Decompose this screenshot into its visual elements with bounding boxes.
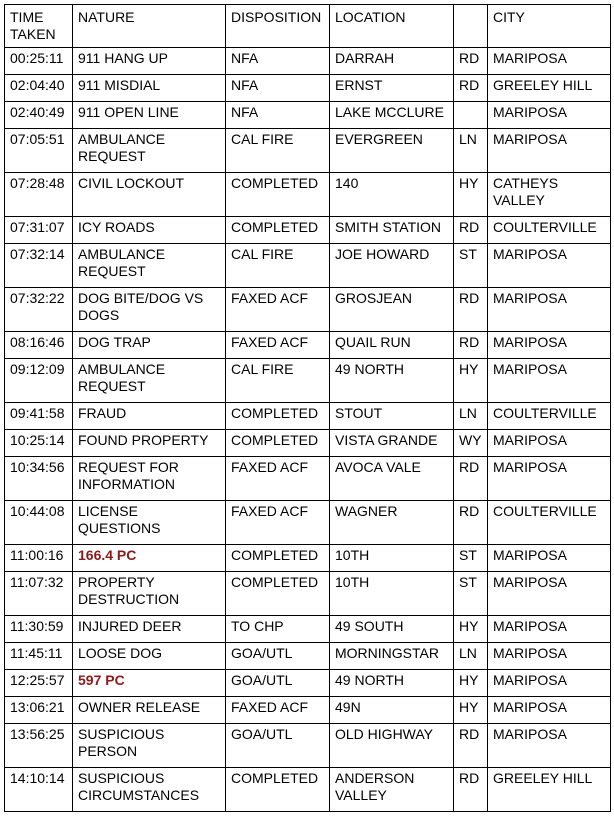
cell-nature: REQUEST FOR INFORMATION	[73, 457, 226, 501]
cell-suffix: LN	[454, 643, 488, 670]
cell-time: 09:12:09	[5, 359, 73, 403]
table-row	[5, 616, 611, 643]
cell-suffix: ST	[454, 545, 488, 572]
cell-disposition: TO CHP	[226, 616, 330, 643]
cell-city: COULTERVILLE	[488, 403, 611, 430]
cell-disposition: COMPLETED	[226, 173, 330, 217]
cell-time: 13:06:21	[5, 697, 73, 724]
cell-disposition: NFA	[226, 48, 330, 75]
cell-nature: LICENSE QUESTIONS	[73, 501, 226, 545]
cell-time: 14:10:14	[5, 768, 73, 812]
cell-time: 10:34:56	[5, 457, 73, 501]
table-row	[5, 643, 611, 670]
cell-nature: SUSPICIOUS PERSON	[73, 724, 226, 768]
table-row	[5, 572, 611, 616]
cell-disposition: CAL FIRE	[226, 129, 330, 173]
cell-disposition: FAXED ACF	[226, 501, 330, 545]
cell-time: 10:44:08	[5, 501, 73, 545]
cell-suffix: WY	[454, 430, 488, 457]
table-row	[5, 670, 611, 697]
cell-disposition: FAXED ACF	[226, 288, 330, 332]
cell-location: SMITH STATION	[330, 217, 454, 244]
cell-time: 02:04:40	[5, 75, 73, 102]
cell-nature: 597 PC	[73, 670, 226, 697]
cell-disposition: NFA	[226, 102, 330, 129]
cell-time: 00:25:11	[5, 48, 73, 75]
cell-location: 10TH	[330, 572, 454, 616]
cell-suffix: RD	[454, 768, 488, 812]
table-row	[5, 48, 611, 75]
table-row	[5, 102, 611, 129]
cell-disposition: GOA/UTL	[226, 643, 330, 670]
cell-location: AVOCA VALE	[330, 457, 454, 501]
cell-city: COULTERVILLE	[488, 217, 611, 244]
cell-location: 49N	[330, 697, 454, 724]
cell-time: 11:07:32	[5, 572, 73, 616]
cell-city: MARIPOSA	[488, 244, 611, 288]
table-row	[5, 288, 611, 332]
cell-disposition: COMPLETED	[226, 403, 330, 430]
cell-time: 07:05:51	[5, 129, 73, 173]
cell-city: MARIPOSA	[488, 670, 611, 697]
cell-suffix: LN	[454, 129, 488, 173]
cell-time: 07:32:22	[5, 288, 73, 332]
cell-nature: DOG TRAP	[73, 332, 226, 359]
cell-disposition: COMPLETED	[226, 545, 330, 572]
cell-nature: DOG BITE/DOG VS DOGS	[73, 288, 226, 332]
cell-disposition: FAXED ACF	[226, 332, 330, 359]
cell-time: 02:40:49	[5, 102, 73, 129]
table-row	[5, 403, 611, 430]
cell-time: 07:31:07	[5, 217, 73, 244]
cell-location: QUAIL RUN	[330, 332, 454, 359]
table-row	[5, 501, 611, 545]
header-time-taken: TIME TAKEN	[5, 5, 73, 48]
cell-suffix: HY	[454, 616, 488, 643]
cell-suffix: RD	[454, 457, 488, 501]
cell-suffix: HY	[454, 359, 488, 403]
cell-location: 49 SOUTH	[330, 616, 454, 643]
cell-city: MARIPOSA	[488, 288, 611, 332]
cell-suffix: RD	[454, 724, 488, 768]
cell-city: MARIPOSA	[488, 643, 611, 670]
cell-location: 10TH	[330, 545, 454, 572]
cell-suffix: HY	[454, 173, 488, 217]
cell-location: JOE HOWARD	[330, 244, 454, 288]
cell-nature: FOUND PROPERTY	[73, 430, 226, 457]
cell-location: EVERGREEN	[330, 129, 454, 173]
header-suffix	[454, 5, 488, 48]
cell-city: MARIPOSA	[488, 616, 611, 643]
cell-location: ERNST	[330, 75, 454, 102]
cell-city: MARIPOSA	[488, 545, 611, 572]
cell-location: OLD HIGHWAY	[330, 724, 454, 768]
table-row	[5, 724, 611, 768]
cell-city: MARIPOSA	[488, 697, 611, 724]
cell-city: MARIPOSA	[488, 359, 611, 403]
cell-disposition: NFA	[226, 75, 330, 102]
table-row	[5, 332, 611, 359]
cell-suffix: HY	[454, 697, 488, 724]
cell-location: MORNINGSTAR	[330, 643, 454, 670]
cell-nature: AMBULANCE REQUEST	[73, 244, 226, 288]
cell-nature: 911 OPEN LINE	[73, 102, 226, 129]
cell-location: DARRAH	[330, 48, 454, 75]
table-row	[5, 768, 611, 812]
cell-suffix: RD	[454, 288, 488, 332]
cell-disposition: COMPLETED	[226, 768, 330, 812]
cell-suffix: ST	[454, 244, 488, 288]
cell-time: 13:56:25	[5, 724, 73, 768]
call-log-table	[4, 4, 611, 812]
cell-nature: INJURED DEER	[73, 616, 226, 643]
cell-time: 11:30:59	[5, 616, 73, 643]
cell-time: 12:25:57	[5, 670, 73, 697]
cell-city: MARIPOSA	[488, 457, 611, 501]
cell-city: MARIPOSA	[488, 48, 611, 75]
cell-location: VISTA GRANDE	[330, 430, 454, 457]
table-row	[5, 75, 611, 102]
cell-disposition: FAXED ACF	[226, 457, 330, 501]
cell-suffix: LN	[454, 403, 488, 430]
header-location: LOCATION	[330, 5, 454, 48]
header-nature: NATURE	[73, 5, 226, 48]
cell-nature: AMBULANCE REQUEST	[73, 129, 226, 173]
cell-time: 11:00:16	[5, 545, 73, 572]
cell-nature: CIVIL LOCKOUT	[73, 173, 226, 217]
cell-time: 07:28:48	[5, 173, 73, 217]
cell-city: MARIPOSA	[488, 724, 611, 768]
cell-nature: 911 HANG UP	[73, 48, 226, 75]
cell-suffix: RD	[454, 75, 488, 102]
cell-disposition: COMPLETED	[226, 430, 330, 457]
cell-nature: LOOSE DOG	[73, 643, 226, 670]
cell-disposition: CAL FIRE	[226, 359, 330, 403]
cell-city: MARIPOSA	[488, 129, 611, 173]
cell-city: MARIPOSA	[488, 332, 611, 359]
cell-nature: FRAUD	[73, 403, 226, 430]
cell-location: WAGNER	[330, 501, 454, 545]
cell-location: GROSJEAN	[330, 288, 454, 332]
cell-suffix: RD	[454, 48, 488, 75]
cell-disposition: CAL FIRE	[226, 244, 330, 288]
table-row	[5, 359, 611, 403]
cell-nature: SUSPICIOUS CIRCUMSTANCES	[73, 768, 226, 812]
cell-location: 49 NORTH	[330, 670, 454, 697]
cell-time: 08:16:46	[5, 332, 73, 359]
table-row	[5, 457, 611, 501]
cell-location: 49 NORTH	[330, 359, 454, 403]
cell-city: COULTERVILLE	[488, 501, 611, 545]
cell-suffix: RD	[454, 332, 488, 359]
cell-time: 07:32:14	[5, 244, 73, 288]
cell-city: CATHEYS VALLEY	[488, 173, 611, 217]
cell-city: MARIPOSA	[488, 572, 611, 616]
cell-suffix: RD	[454, 217, 488, 244]
cell-time: 09:41:58	[5, 403, 73, 430]
cell-disposition: FAXED ACF	[226, 697, 330, 724]
cell-disposition: COMPLETED	[226, 217, 330, 244]
table-row	[5, 430, 611, 457]
table-row	[5, 173, 611, 217]
cell-city: GREELEY HILL	[488, 75, 611, 102]
cell-disposition: GOA/UTL	[226, 670, 330, 697]
table-body	[5, 48, 611, 812]
table-row	[5, 129, 611, 173]
cell-location: ANDERSON VALLEY	[330, 768, 454, 812]
cell-nature: 166.4 PC	[73, 545, 226, 572]
table-row	[5, 545, 611, 572]
cell-location: STOUT	[330, 403, 454, 430]
cell-nature: 911 MISDIAL	[73, 75, 226, 102]
cell-location: LAKE MCCLURE	[330, 102, 454, 129]
header-city: CITY	[488, 5, 611, 48]
cell-suffix: RD	[454, 501, 488, 545]
cell-suffix	[454, 102, 488, 129]
cell-time: 10:25:14	[5, 430, 73, 457]
cell-nature: OWNER RELEASE	[73, 697, 226, 724]
cell-nature: ICY ROADS	[73, 217, 226, 244]
cell-suffix: HY	[454, 670, 488, 697]
table-row	[5, 217, 611, 244]
cell-disposition: GOA/UTL	[226, 724, 330, 768]
cell-location: 140	[330, 173, 454, 217]
cell-nature: PROPERTY DESTRUCTION	[73, 572, 226, 616]
cell-time: 11:45:11	[5, 643, 73, 670]
table-row	[5, 697, 611, 724]
header-disposition: DISPOSITION	[226, 5, 330, 48]
cell-disposition: COMPLETED	[226, 572, 330, 616]
cell-suffix: ST	[454, 572, 488, 616]
cell-city: MARIPOSA	[488, 102, 611, 129]
cell-city: MARIPOSA	[488, 430, 611, 457]
cell-nature: AMBULANCE REQUEST	[73, 359, 226, 403]
cell-city: GREELEY HILL	[488, 768, 611, 812]
header-row	[5, 5, 611, 48]
table-row	[5, 244, 611, 288]
